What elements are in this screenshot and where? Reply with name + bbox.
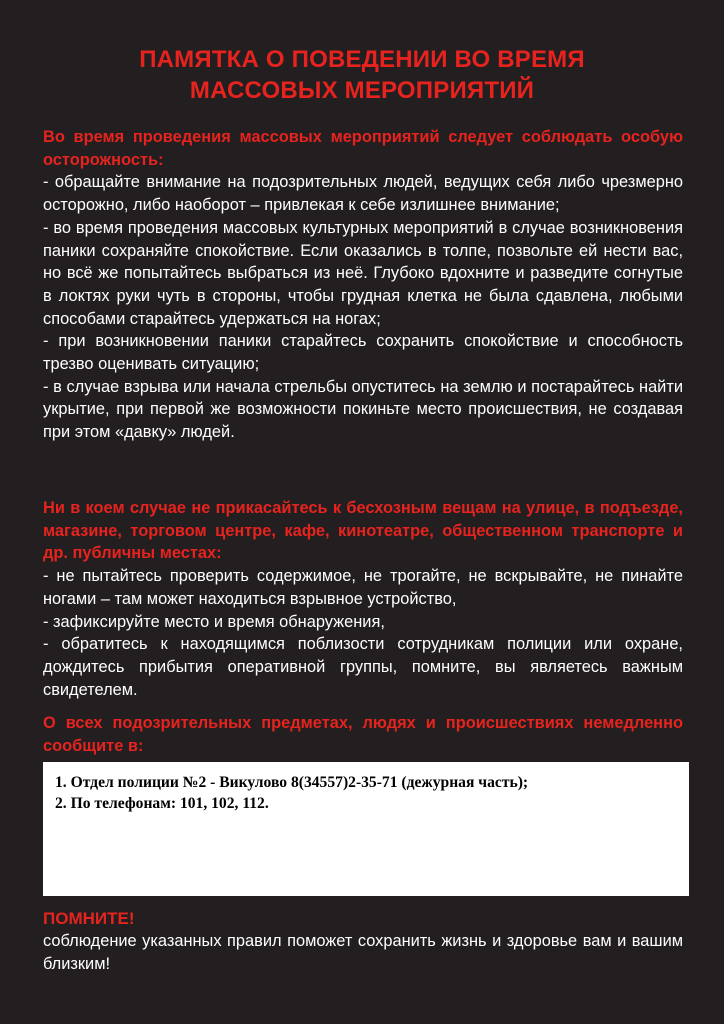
unattended-items-section	[43, 497, 683, 701]
title-line-1: ПАМЯТКА О ПОВЕДЕНИИ ВО ВРЕМЯ	[139, 46, 585, 73]
crowd-safety-section	[43, 126, 683, 444]
remember-heading: ПОМНИТЕ!	[43, 909, 135, 928]
remember-section	[43, 908, 683, 975]
contact-line: 1. Отдел полиции №2 - Викулово 8(34557)2-35-71 (дежурная часть);	[55, 774, 529, 791]
section-lead: О всех подозрительных предметах, людях и происшествиях немедленно сообщите в:	[43, 714, 683, 755]
list-item: - при возникновении паники старайтесь сохранить спокойствие и способность трезво оценивать ситуацию;	[43, 332, 683, 374]
list-item: - зафиксируйте место и время обнаружения,	[43, 612, 385, 631]
contact-line: 2. По телефонам: 101, 102, 112.	[55, 795, 269, 812]
title-line-2: МАССОВЫХ МЕРОПРИЯТИЙ	[189, 77, 535, 104]
list-item: - во время проведения массовых культурных мероприятий в случае возникновения паники сохраняйте спокойствие. Если оказались в толпе, позвольте ей нести вас, но всё же попытайтесь выбраться из неё. Глубоко вдохните и разведите согнутые в локтях руки чуть в стороны, чтобы грудная клетка не была сдавлена, любыми способами старайтесь удержаться на ногах;	[43, 218, 683, 328]
list-item: - не пытайтесь проверить содержимое, не трогайте, не вскрывайте, не пинайте ногами – там может находиться взрывное устройство,	[43, 567, 683, 608]
contacts-box	[43, 762, 689, 896]
page-title	[40, 44, 684, 106]
remember-text: соблюдение указанных правил поможет сохранить жизнь и здоровье вам и вашим близким!	[43, 932, 683, 973]
section-lead: Во время проведения массовых мероприятий следует соблюдать особую осторожность:	[43, 128, 683, 169]
list-item: - обратитесь к находящимся поблизости сотрудникам полиции или охране, дождитесь прибытия оперативной группы, помните, вы являетесь важным свидетелем.	[43, 635, 683, 699]
list-item: - в случае взрыва или начала стрельбы опуститесь на землю и постарайтесь найти укрытие, при первой же возможности покиньте место происшествия, не создавая при этом «давку» людей.	[43, 377, 683, 442]
section-lead: Ни в коем случае не прикасайтесь к бесхозным вещам на улице, в подъезде, магазине, торговом центре, кафе, кинотеатре, общественном транспорте и др. публичны местах:	[43, 499, 683, 563]
report-section	[43, 712, 683, 757]
list-item: - обращайте внимание на подозрительных людей, ведущих себя либо чрезмерно осторожно, либо наоборот – привлекая к себе излишнее внимание;	[43, 173, 683, 215]
